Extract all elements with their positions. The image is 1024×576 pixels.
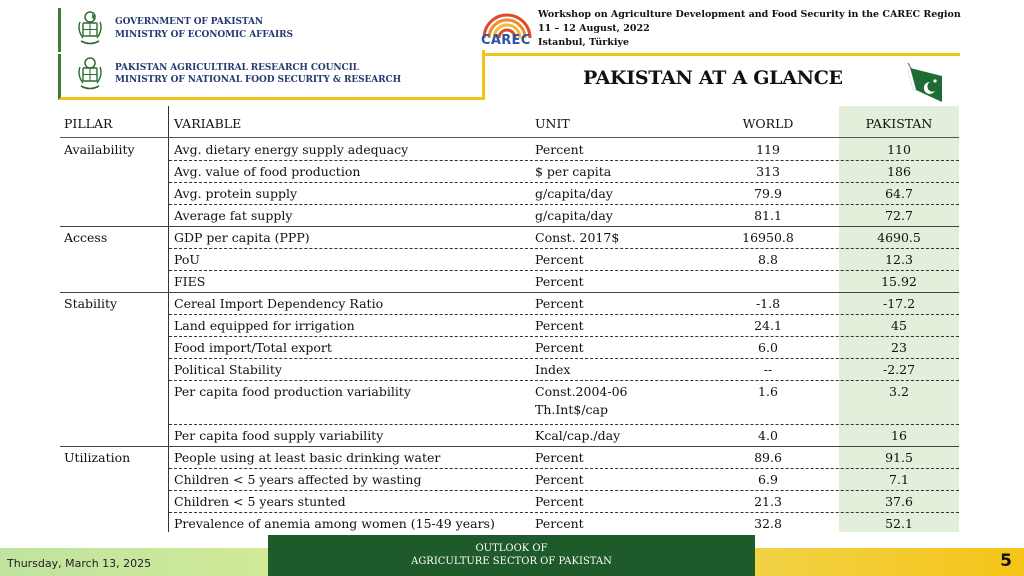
table-row	[60, 424, 959, 446]
cell-pakistan: 91.5	[885, 450, 913, 465]
parc-title: PAKISTAN AGRICULTIRAL RESEARCH COUNCIL	[115, 63, 359, 73]
cell-variable: FIES	[174, 274, 206, 289]
cell-world: 21.3	[754, 494, 782, 509]
parc-emblem-icon	[75, 56, 105, 94]
table-row	[60, 226, 959, 248]
page-number: 5	[1000, 551, 1012, 571]
cell-unit: g/capita/day	[535, 186, 613, 201]
footer-line-2: AGRICULTURE SECTOR OF PAKISTAN	[411, 556, 612, 567]
cell-world: 1.6	[758, 384, 778, 399]
footer-date: Thursday, March 13, 2025	[7, 557, 152, 570]
cell-unit: Index	[535, 362, 571, 377]
ministry-title: MINISTRY OF ECONOMIC AFFAIRS	[115, 30, 293, 40]
cell-world: 313	[756, 164, 780, 179]
header-variable: VARIABLE	[174, 116, 242, 131]
cell-unit: Const.2004-06	[535, 384, 628, 399]
cell-world: 4.0	[758, 428, 778, 443]
header-world: WORLD	[742, 116, 794, 131]
cell-unit: Percent	[535, 494, 584, 509]
workshop-location: Istanbul, Türkiye	[538, 37, 630, 48]
header-unit: UNIT	[535, 116, 570, 131]
cell-unit: Percent	[535, 318, 584, 333]
cell-variable: Per capita food supply variability	[174, 428, 384, 443]
cell-world: 32.8	[754, 516, 782, 531]
table-row	[60, 138, 959, 160]
cell-variable: Cereal Import Dependency Ratio	[174, 296, 384, 311]
cell-variable: Avg. dietary energy supply adequacy	[174, 142, 409, 157]
cell-unit: Percent	[535, 274, 584, 289]
cell-pakistan: 186	[887, 164, 911, 179]
pakistan-emblem-icon	[75, 10, 105, 48]
footer-banner	[268, 535, 755, 576]
header-pakistan: PAKISTAN	[865, 116, 933, 131]
government-title: GOVERNMENT OF PAKISTAN	[115, 17, 264, 27]
carec-logo-text: CAREC	[481, 33, 531, 48]
cell-pakistan: 12.3	[885, 252, 913, 267]
cell-unit: Percent	[535, 252, 584, 267]
cell-pakistan: 3.2	[889, 384, 909, 399]
pakistan-flag-icon	[904, 60, 946, 104]
table-row	[60, 336, 959, 358]
cell-world: 16950.8	[742, 230, 794, 245]
cell-world: 6.0	[758, 340, 778, 355]
cell-world: 119	[756, 142, 780, 157]
government-header	[58, 8, 482, 52]
cell-pakistan: 7.1	[889, 472, 909, 487]
cell-pakistan: 72.7	[885, 208, 913, 223]
cell-world: 24.1	[754, 318, 782, 333]
cell-unit-line2: Th.Int$/cap	[535, 402, 608, 417]
cell-unit: $ per capita	[535, 164, 612, 179]
cell-world: 81.1	[754, 208, 782, 223]
table-row	[60, 358, 959, 380]
cell-variable: Political Stability	[174, 362, 282, 377]
parc-ministry-title: MINISTRY OF NATIONAL FOOD SECURITY & RESEARCH	[115, 75, 401, 85]
cell-pakistan: -2.27	[882, 362, 916, 377]
cell-pillar: Availability	[64, 142, 135, 157]
table-row	[60, 314, 959, 336]
cell-variable: Land equipped for irrigation	[174, 318, 355, 333]
table-row	[60, 160, 959, 182]
cell-variable: Average fat supply	[174, 208, 293, 223]
cell-variable: Avg. protein supply	[174, 186, 298, 201]
header-pillar: PILLAR	[64, 116, 113, 131]
cell-pakistan: -17.2	[882, 296, 916, 311]
cell-variable: GDP per capita (PPP)	[174, 230, 310, 245]
cell-variable: Prevalence of anemia among women (15-49 years)	[174, 516, 495, 531]
cell-pakistan: 37.6	[885, 494, 913, 509]
table-row	[60, 512, 959, 534]
cell-pakistan: 4690.5	[877, 230, 921, 245]
workshop-title: Workshop on Agriculture Development and Food Security in the CAREC Region	[538, 9, 961, 20]
cell-unit: Const. 2017$	[535, 230, 620, 245]
cell-pillar: Utilization	[64, 450, 131, 465]
cell-variable: Children < 5 years affected by wasting	[174, 472, 422, 487]
cell-variable: PoU	[174, 252, 200, 267]
cell-variable: Children < 5 years stunted	[174, 494, 346, 509]
workshop-dates: 11 – 12 August, 2022	[538, 23, 650, 34]
cell-variable: Avg. value of food production	[174, 164, 361, 179]
cell-pakistan: 110	[887, 142, 911, 157]
cell-unit: Percent	[535, 340, 584, 355]
cell-world: -1.8	[755, 296, 781, 311]
cell-variable: Food import/Total export	[174, 340, 332, 355]
parc-header	[58, 54, 482, 100]
table-row	[60, 380, 959, 424]
cell-pakistan: 15.92	[881, 274, 917, 289]
cell-world: 6.9	[758, 472, 778, 487]
cell-pakistan: 45	[891, 318, 907, 333]
table-row	[60, 182, 959, 204]
cell-unit: Percent	[535, 450, 584, 465]
cell-unit: Percent	[535, 516, 584, 531]
cell-pillar: Access	[64, 230, 108, 245]
cell-pakistan: 23	[891, 340, 907, 355]
cell-world: --	[763, 362, 773, 377]
cell-variable: Per capita food production variability	[174, 384, 411, 399]
table-row	[60, 446, 959, 468]
cell-unit: Percent	[535, 472, 584, 487]
footer-line-1: OUTLOOK OF	[475, 543, 548, 554]
cell-unit: Percent	[535, 296, 584, 311]
cell-world: 89.6	[754, 450, 782, 465]
cell-world: 8.8	[758, 252, 778, 267]
cell-unit: Percent	[535, 142, 584, 157]
table-row	[60, 292, 959, 314]
cell-variable: People using at least basic drinking water	[174, 450, 441, 465]
cell-unit: Kcal/cap./day	[535, 428, 621, 443]
table-row	[60, 490, 959, 512]
cell-pakistan: 16	[891, 428, 907, 443]
cell-pakistan: 52.1	[885, 516, 913, 531]
cell-unit: g/capita/day	[535, 208, 613, 223]
table-row	[60, 468, 959, 490]
cell-pillar: Stability	[64, 296, 118, 311]
table-row	[60, 270, 959, 292]
header-divider	[482, 53, 960, 56]
table-row	[60, 204, 959, 226]
cell-world: 79.9	[754, 186, 782, 201]
cell-pakistan: 64.7	[885, 186, 913, 201]
page-title: PAKISTAN AT A GLANCE	[583, 67, 843, 89]
table-row	[60, 248, 959, 270]
